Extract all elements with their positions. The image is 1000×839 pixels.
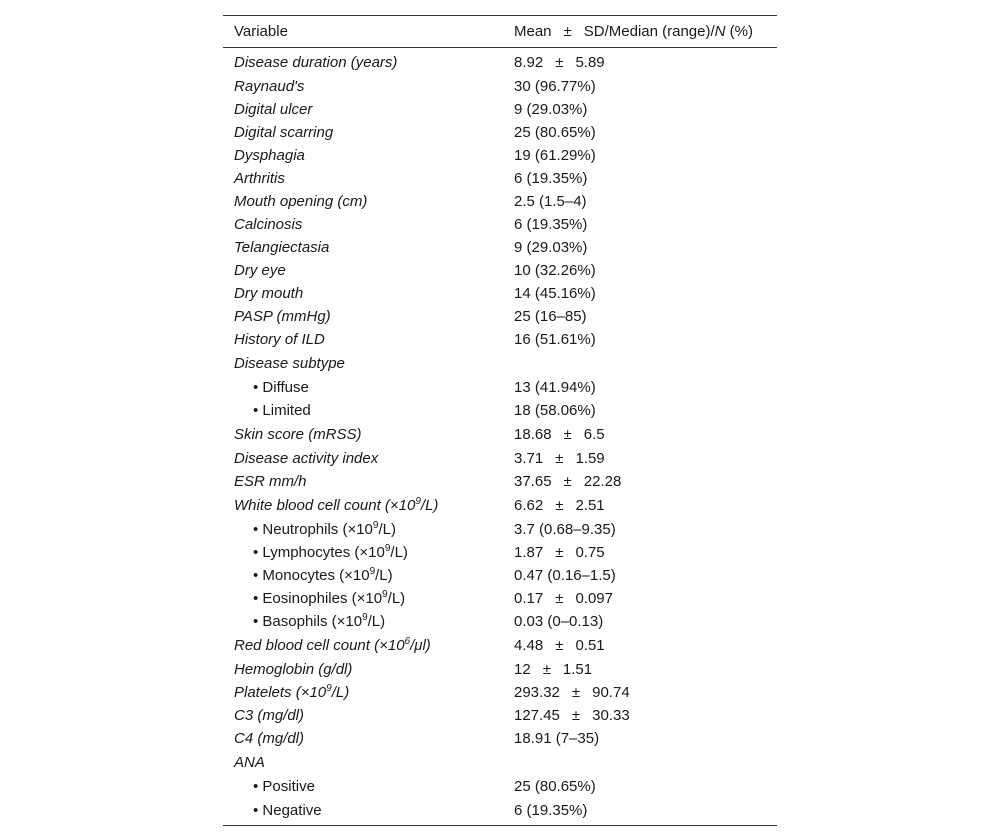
table-row — [223, 727, 777, 750]
row-mean: 6.62 — [514, 497, 544, 514]
row-value: 13 (41.94%) — [514, 379, 596, 396]
row-mean: 127.45 — [514, 707, 560, 724]
table-row — [223, 121, 777, 144]
row-value: 16 (51.61%) — [514, 331, 596, 348]
table-row — [223, 305, 777, 328]
table-row — [223, 447, 777, 470]
row-label: Hemoglobin (g/dl) — [234, 661, 353, 678]
row-value: 0.03 (0–0.13) — [514, 613, 604, 630]
row-value — [503, 351, 777, 376]
row-label: ESR mm/h — [234, 473, 307, 490]
row-label-unit: /L) — [387, 590, 406, 607]
row-label: Telangiectasia — [234, 239, 330, 256]
header-variable: Variable — [234, 23, 288, 40]
row-plus-minus: ± — [555, 497, 564, 514]
table-row — [223, 750, 777, 775]
row-label — [223, 541, 503, 564]
row-value — [503, 470, 777, 493]
row-value: 19 (61.29%) — [514, 147, 596, 164]
table-row — [223, 798, 777, 826]
row-mean: 37.65 — [514, 473, 552, 490]
row-mean: 0.17 — [514, 590, 544, 607]
row-label: Mouth opening (cm) — [234, 193, 368, 210]
row-sd: 1.51 — [562, 661, 593, 678]
row-value: 9 (29.03%) — [514, 239, 588, 256]
row-value: 6 (19.35%) — [514, 170, 588, 187]
row-plus-minus: ± — [555, 637, 564, 654]
row-value: 10 (32.26%) — [514, 262, 596, 279]
table-row — [223, 633, 777, 658]
row-value: 25 (80.65%) — [514, 124, 596, 141]
row-label: Digital scarring — [234, 124, 334, 141]
clinical-characteristics-table-container — [223, 15, 777, 826]
row-sd: 30.33 — [592, 707, 630, 724]
row-plus-minus: ± — [571, 707, 581, 724]
table-row — [223, 399, 777, 422]
row-label-exponent: 9 — [382, 589, 388, 600]
row-sd: 90.74 — [592, 684, 630, 701]
row-label-exponent: 9 — [372, 520, 379, 531]
table-row — [223, 610, 777, 633]
table-row — [223, 704, 777, 727]
table-row — [223, 564, 777, 587]
row-label-exponent: 9 — [326, 683, 332, 694]
row-label: • Limited — [253, 402, 311, 419]
table-row — [223, 493, 777, 518]
row-label: History of ILD — [234, 331, 325, 348]
header-sd-median: SD/Median (range)/ — [583, 23, 715, 40]
table-row — [223, 587, 777, 610]
table-row — [223, 775, 777, 798]
row-value — [503, 447, 777, 470]
row-plus-minus: ± — [555, 54, 564, 71]
row-label — [223, 587, 503, 610]
row-label-text: • Monocytes (×10 — [253, 567, 370, 584]
table-row — [223, 75, 777, 98]
table-row — [223, 98, 777, 121]
table-row — [223, 422, 777, 447]
row-value: 30 (96.77%) — [514, 78, 596, 95]
header-mean: Mean — [514, 23, 552, 40]
row-label-unit: /μl) — [410, 637, 431, 654]
row-label: Digital ulcer — [234, 101, 313, 118]
row-label: • Positive — [253, 778, 315, 795]
row-sd: 6.5 — [583, 426, 605, 443]
table-header-row — [223, 16, 777, 48]
table-row — [223, 376, 777, 399]
row-label: Arthritis — [234, 170, 285, 187]
row-value: 2.5 (1.5–4) — [514, 193, 587, 210]
row-label: Dry eye — [234, 262, 286, 279]
row-value — [503, 681, 777, 704]
row-label: Disease activity index — [234, 450, 379, 467]
row-mean: 12 — [514, 661, 531, 678]
row-value: 6 (19.35%) — [514, 216, 588, 233]
row-value: 18 (58.06%) — [514, 402, 596, 419]
row-plus-minus: ± — [542, 661, 551, 678]
row-sd: 0.51 — [575, 637, 605, 654]
row-label-unit: /L) — [378, 521, 396, 538]
row-mean: 3.71 — [514, 450, 544, 467]
row-sd: 22.28 — [583, 473, 622, 490]
row-value — [503, 493, 777, 518]
table-row — [223, 541, 777, 564]
row-label-unit: /L) — [331, 684, 350, 701]
row-sd: 0.75 — [575, 544, 605, 561]
table-row — [223, 48, 777, 76]
row-value: 14 (45.16%) — [514, 285, 596, 302]
row-label — [223, 518, 503, 541]
row-label-text: • Basophils (×10 — [253, 613, 363, 630]
row-mean: 293.32 — [514, 684, 560, 701]
row-label: Skin score (mRSS) — [234, 426, 362, 443]
header-pm: ± — [563, 23, 572, 40]
row-label-exponent: 9 — [415, 496, 421, 507]
row-value — [503, 541, 777, 564]
table-row — [223, 470, 777, 493]
row-plus-minus: ± — [555, 590, 564, 607]
row-sd: 0.097 — [575, 590, 613, 607]
header-n: N — [714, 23, 726, 40]
row-label-unit: /L) — [420, 497, 439, 514]
table-row — [223, 518, 777, 541]
row-label — [223, 633, 503, 658]
row-mean: 1.87 — [514, 544, 544, 561]
table-row — [223, 282, 777, 305]
row-label-exponent: 9 — [369, 566, 376, 577]
row-label-unit: /L) — [367, 613, 386, 630]
table-row — [223, 236, 777, 259]
row-label-exponent: 9 — [362, 612, 368, 623]
row-plus-minus: ± — [555, 450, 564, 467]
row-value — [503, 48, 777, 76]
row-value: 18.91 (7–35) — [514, 730, 600, 747]
row-label: • Negative — [253, 801, 322, 819]
row-label: PASP (mmHg) — [234, 308, 331, 325]
row-plus-minus: ± — [571, 684, 581, 701]
row-label-text: • Eosinophiles (×10 — [253, 590, 383, 607]
table-row — [223, 144, 777, 167]
row-label-text: White blood cell count (×10 — [234, 497, 416, 514]
row-label-text: Platelets (×10 — [234, 684, 327, 701]
row-label: • Diffuse — [253, 379, 309, 396]
row-value: 3.7 (0.68–9.35) — [514, 521, 616, 538]
row-label: Dry mouth — [234, 285, 304, 302]
row-label — [223, 681, 503, 704]
row-sd: 1.59 — [575, 450, 605, 467]
row-value — [503, 750, 777, 775]
row-value: 9 (29.03%) — [514, 101, 588, 118]
row-value — [503, 633, 777, 658]
row-value — [503, 658, 777, 681]
row-value — [503, 587, 777, 610]
row-label — [223, 493, 503, 518]
row-value: 6 (19.35%) — [514, 801, 588, 819]
row-mean: 4.48 — [514, 637, 544, 654]
row-label: C4 (mg/dl) — [234, 730, 305, 747]
row-value: 25 (16–85) — [514, 308, 587, 325]
row-label: C3 (mg/dl) — [234, 707, 305, 724]
row-label-exponent: 6 — [404, 636, 411, 647]
row-plus-minus: ± — [563, 426, 572, 443]
row-label: Dysphagia — [234, 147, 305, 164]
header-stat — [503, 16, 777, 48]
row-label-text: Red blood cell count (×10 — [234, 637, 405, 654]
table-row — [223, 681, 777, 704]
row-mean: 18.68 — [514, 426, 552, 443]
row-label-unit: /L) — [375, 567, 393, 584]
table-row — [223, 190, 777, 213]
table-row — [223, 259, 777, 282]
row-label: ANA — [234, 754, 265, 771]
row-value — [503, 704, 777, 727]
header-pct: (%) — [725, 23, 754, 40]
table-row — [223, 351, 777, 376]
row-plus-minus: ± — [563, 473, 572, 490]
row-label — [223, 564, 503, 587]
row-plus-minus: ± — [555, 544, 564, 561]
table-row — [223, 328, 777, 351]
row-label: Raynaud's — [234, 78, 305, 95]
row-label-exponent: 9 — [384, 543, 391, 554]
row-label: Disease subtype — [234, 355, 345, 372]
row-label-unit: /L) — [390, 544, 408, 561]
row-label — [223, 610, 503, 633]
clinical-characteristics-table — [223, 15, 777, 826]
table-row — [223, 167, 777, 190]
row-sd: 5.89 — [575, 54, 605, 71]
row-label-text: • Lymphocytes (×10 — [253, 544, 385, 561]
row-mean: 8.92 — [514, 54, 544, 71]
row-label: Calcinosis — [234, 216, 303, 233]
table-row — [223, 213, 777, 236]
row-label-text: • Neutrophils (×10 — [253, 521, 373, 538]
row-value: 25 (80.65%) — [514, 778, 596, 795]
row-label: Disease duration (years) — [234, 54, 398, 71]
row-sd: 2.51 — [575, 497, 605, 514]
table-row — [223, 658, 777, 681]
row-value — [503, 422, 777, 447]
row-value: 0.47 (0.16–1.5) — [514, 567, 616, 584]
